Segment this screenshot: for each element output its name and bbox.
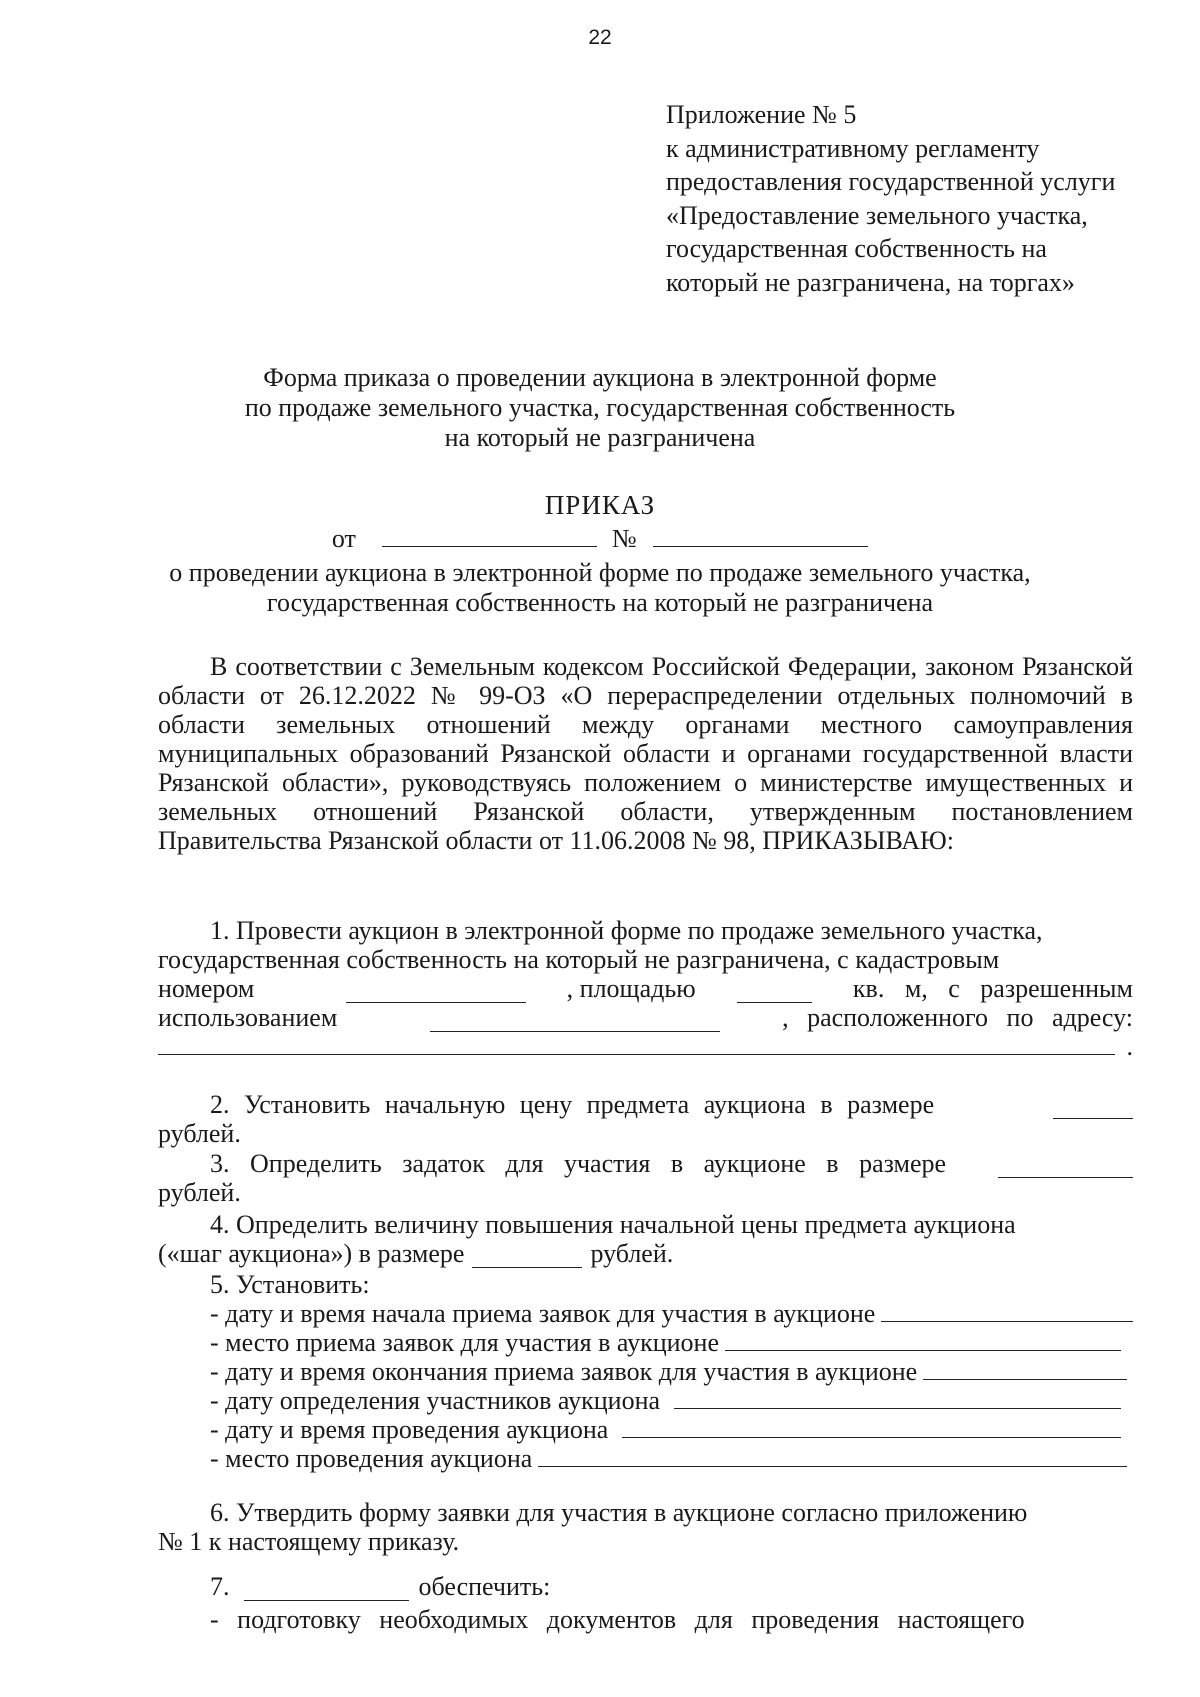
entry-blank: [538, 1465, 1127, 1467]
item-5: [158, 1270, 1133, 1473]
form-title-line: по продаже земельного участка, государственная собственность: [244, 393, 956, 422]
area-blank: [737, 978, 812, 1003]
item-1-line-3: [158, 974, 1133, 1003]
item-1-address-line: .: [158, 1032, 1133, 1061]
area-label: , площадью: [566, 974, 696, 1003]
order-subject: [0, 558, 1200, 618]
item-1-line-1: 1. Провести аукцион в электронной форме по продаже земельного участка,: [210, 916, 1043, 945]
form-title-line: на который не разграничена: [444, 423, 756, 452]
appendix-line: который не разграничена, на торгах»: [666, 267, 1075, 297]
item-4-prefix: («шаг аукциона») в размере: [158, 1239, 465, 1268]
item-4-text: 4. Определить величину повышения начальной цены предмета аукциона: [210, 1210, 1016, 1239]
deposit-blank: [998, 1153, 1133, 1178]
form-title-line: Форма приказа о проведении аукциона в электронной форме: [263, 363, 937, 392]
preamble: [158, 652, 1133, 855]
item-1-line-4: [158, 1003, 1133, 1032]
order-date-number-line: [0, 522, 1200, 554]
starting-price-blank: [1053, 1094, 1133, 1119]
number-blank: [653, 522, 868, 547]
address-blank: [158, 1053, 1115, 1055]
entry-blank: [674, 1407, 1121, 1409]
number-label: №: [611, 524, 637, 553]
item-3: [158, 1149, 1133, 1207]
use-label: использованием: [158, 1003, 338, 1032]
cadastral-label: номером: [158, 974, 255, 1003]
address-label: , расположенного по адресу:: [782, 1003, 1133, 1032]
item-2-text: 2. Установить начальную цену предмета аукциона в размере: [210, 1090, 935, 1119]
item-5-entry: - дату и время окончания приема заявок для участия в аукционе: [158, 1357, 1133, 1386]
item-5-title: 5. Установить:: [210, 1270, 370, 1299]
item-1-line-2: государственная собственность на который не разграничена, с кадастровым: [158, 945, 1000, 974]
preamble-text: В соответствии с Земельным кодексом Российской Федерации, законом Рязанской области от 26.12.2022 № 99-ОЗ «О перераспределении отдельных полномочий в области земельных отношений между органами местного самоуправления муниципальных образований Рязанской области и органами государственной власти Рязанской области», руководствуясь положением о министерстве имущественных и земельных отношений Рязанской области, утвержденным постановлением Правительства Рязанской области от 11.06.2008 № 98, ПРИКАЗЫВАЮ:: [158, 652, 1133, 855]
item-5-entry: - дату определения участников аукциона: [158, 1386, 1133, 1415]
entry-blank: [923, 1378, 1127, 1380]
appendix-line: предоставления государственной услуги: [666, 167, 1116, 196]
entry-blank: [881, 1320, 1133, 1322]
appendix-line: к административному регламенту: [666, 133, 1040, 163]
item-7-prefix: 7.: [210, 1572, 230, 1601]
auction-step-blank: [472, 1243, 582, 1268]
from-label: от: [331, 524, 356, 553]
responsible-blank: [244, 1576, 409, 1601]
item-6-line-2: № 1 к настоящему приказу.: [158, 1527, 460, 1556]
item-5-entry: - дату и время проведения аукциона: [158, 1415, 1133, 1444]
entry-blank: [725, 1349, 1121, 1351]
order-heading: ПРИКАЗ: [544, 490, 656, 520]
subject-line: государственная собственность на который не разграничена: [266, 588, 934, 617]
appendix-header: [666, 98, 1115, 299]
item-6-line-1: 6. Утвердить форму заявки для участия в аукционе согласно приложению: [210, 1498, 1028, 1527]
appendix-line: «Предоставление земельного участка,: [666, 200, 1088, 230]
form-title: [0, 363, 1200, 453]
item-7-bullet: - подготовку необходимых документов для проведения настоящего: [210, 1605, 1025, 1634]
item-4-unit: рублей.: [590, 1239, 674, 1268]
item-5-entry: - место приема заявок для участия в аукционе: [158, 1328, 1133, 1357]
item-1: [158, 916, 1133, 1061]
entry-blank: [622, 1436, 1121, 1438]
appendix-line: государственная собственность на: [666, 234, 1047, 263]
item-2: [158, 1090, 1133, 1148]
item-5-entry: - место проведения аукциона: [158, 1444, 1133, 1473]
page-number: 22: [588, 26, 612, 49]
item-7-suffix: обеспечить:: [418, 1572, 551, 1601]
item-4: [158, 1210, 1133, 1268]
item-6: [158, 1498, 1133, 1556]
item-3-text: 3. Определить задаток для участия в аукционе в размере: [210, 1149, 947, 1178]
cadastral-number-blank: [346, 978, 526, 1003]
permitted-use-blank: [430, 1007, 720, 1032]
item-3-unit: рублей.: [158, 1178, 241, 1207]
appendix-line: Приложение № 5: [666, 100, 857, 129]
item-5-entry: - дату и время начала приема заявок для участия в аукционе: [158, 1299, 1133, 1328]
item-7: [158, 1572, 1133, 1634]
subject-line: о проведении аукциона в электронной форме по продаже земельного участка,: [169, 558, 1031, 587]
area-unit: кв. м, с разрешенным: [852, 974, 1133, 1003]
date-blank: [382, 522, 597, 547]
item-2-unit: рублей.: [158, 1119, 241, 1148]
